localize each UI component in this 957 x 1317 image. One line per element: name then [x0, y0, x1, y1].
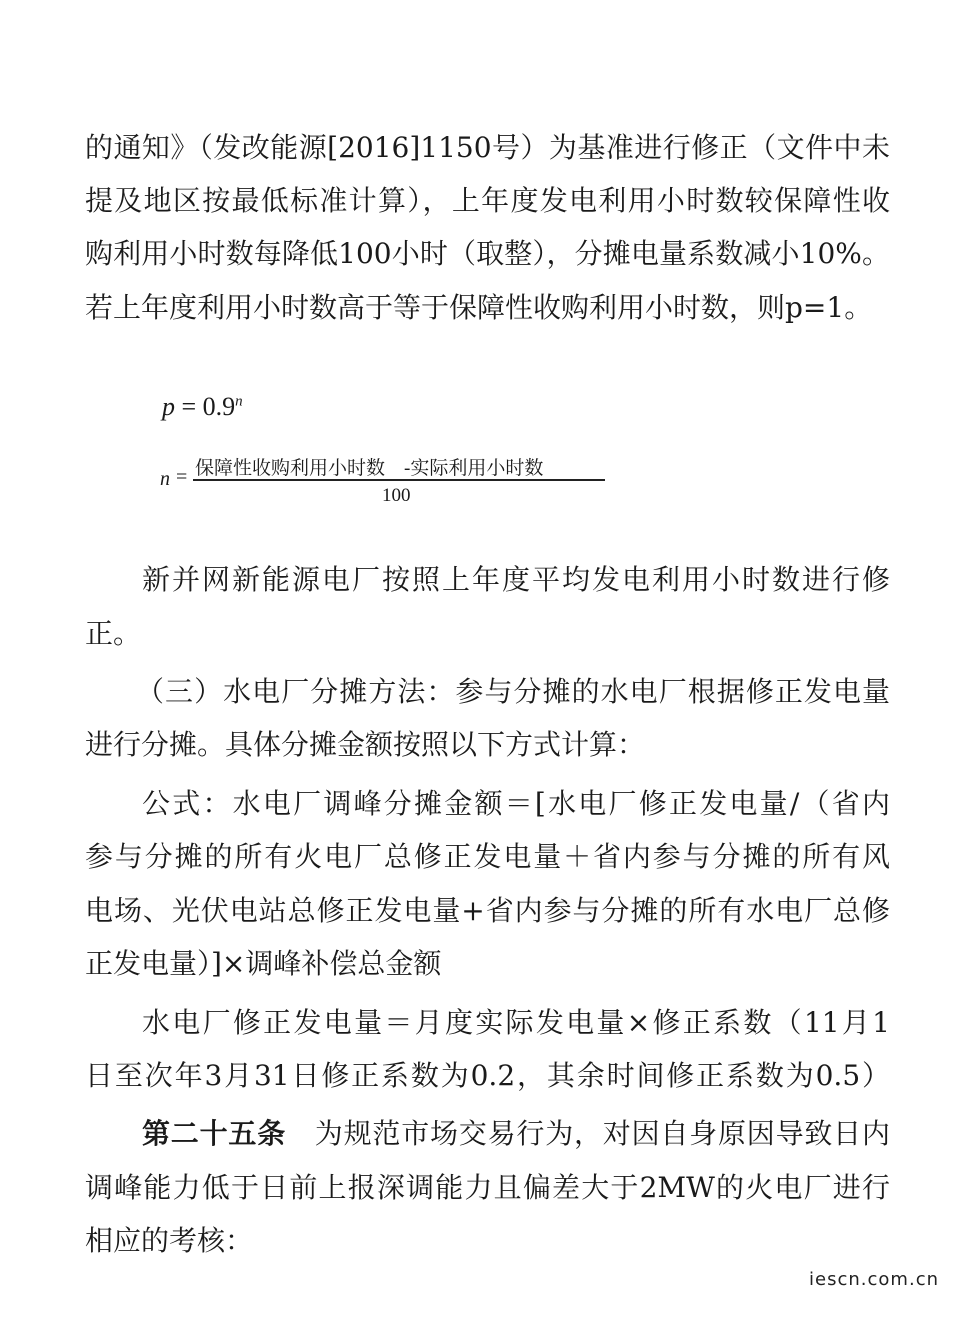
formula-p-base: 0.9	[202, 392, 236, 421]
formula-p-variable: p	[162, 392, 175, 421]
formula-n-equals: =	[176, 466, 188, 488]
watermark-text: iescn.com.cn	[809, 1269, 939, 1290]
body-text-line: 调峰能力低于日前上报深调能力且偏差大于2MW的火电厂进行	[85, 1171, 890, 1204]
body-text-line: 日至次年3月31日修正系数为0.2，其余时间修正系数为0.5）	[85, 1059, 890, 1092]
body-text-line: （三）水电厂分摊方法：参与分摊的水电厂根据修正发电量	[136, 675, 890, 708]
formula-n-variable: n	[160, 468, 170, 490]
body-text-line: 参与分摊的所有火电厂总修正发电量＋省内参与分摊的所有风	[85, 840, 890, 873]
formula-p	[162, 392, 243, 422]
body-text-line: 正发电量）]×调峰补偿总金额	[85, 947, 442, 980]
body-text-line: 正。	[85, 617, 142, 650]
body-text-line: 公式：水电厂调峰分摊金额＝[水电厂修正发电量/（省内	[142, 787, 890, 820]
article-first-line	[142, 1114, 890, 1154]
body-text-line: 新并网新能源电厂按照上年度平均发电利用小时数进行修	[142, 563, 890, 596]
formula-n-numerator: 保障性收购利用小时数 -实际利用小时数	[195, 458, 544, 479]
body-text-line: 的通知》（发改能源[2016]1150号）为基准进行修正（文件中未	[85, 131, 890, 164]
formula-p-equals: =	[181, 392, 197, 421]
formula-p-exponent: n	[235, 393, 243, 410]
body-text-line: 提及地区按最低标准计算），上年度发电利用小时数较保障性收	[85, 184, 890, 217]
body-text-line: 若上年度利用小时数高于等于保障性收购利用小时数，则p=1。	[85, 291, 873, 324]
body-text-line: 电场、光伏电站总修正发电量+省内参与分摊的所有水电厂总修	[85, 894, 890, 927]
body-text-line: 水电厂修正发电量＝月度实际发电量×修正系数（11月1	[142, 1006, 890, 1039]
article-heading: 第二十五条	[142, 1117, 286, 1150]
formula-fraction-bar	[193, 479, 605, 481]
body-text-line: 相应的考核：	[85, 1224, 254, 1257]
body-text-line: 购利用小时数每降低100小时（取整），分摊电量系数减小10%。	[85, 237, 890, 270]
article-text: 为规范市场交易行为，对因自身原因导致日内	[286, 1117, 890, 1150]
formula-n-denominator: 100	[382, 485, 411, 506]
body-text-line: 进行分摊。具体分摊金额按照以下方式计算：	[85, 728, 646, 761]
